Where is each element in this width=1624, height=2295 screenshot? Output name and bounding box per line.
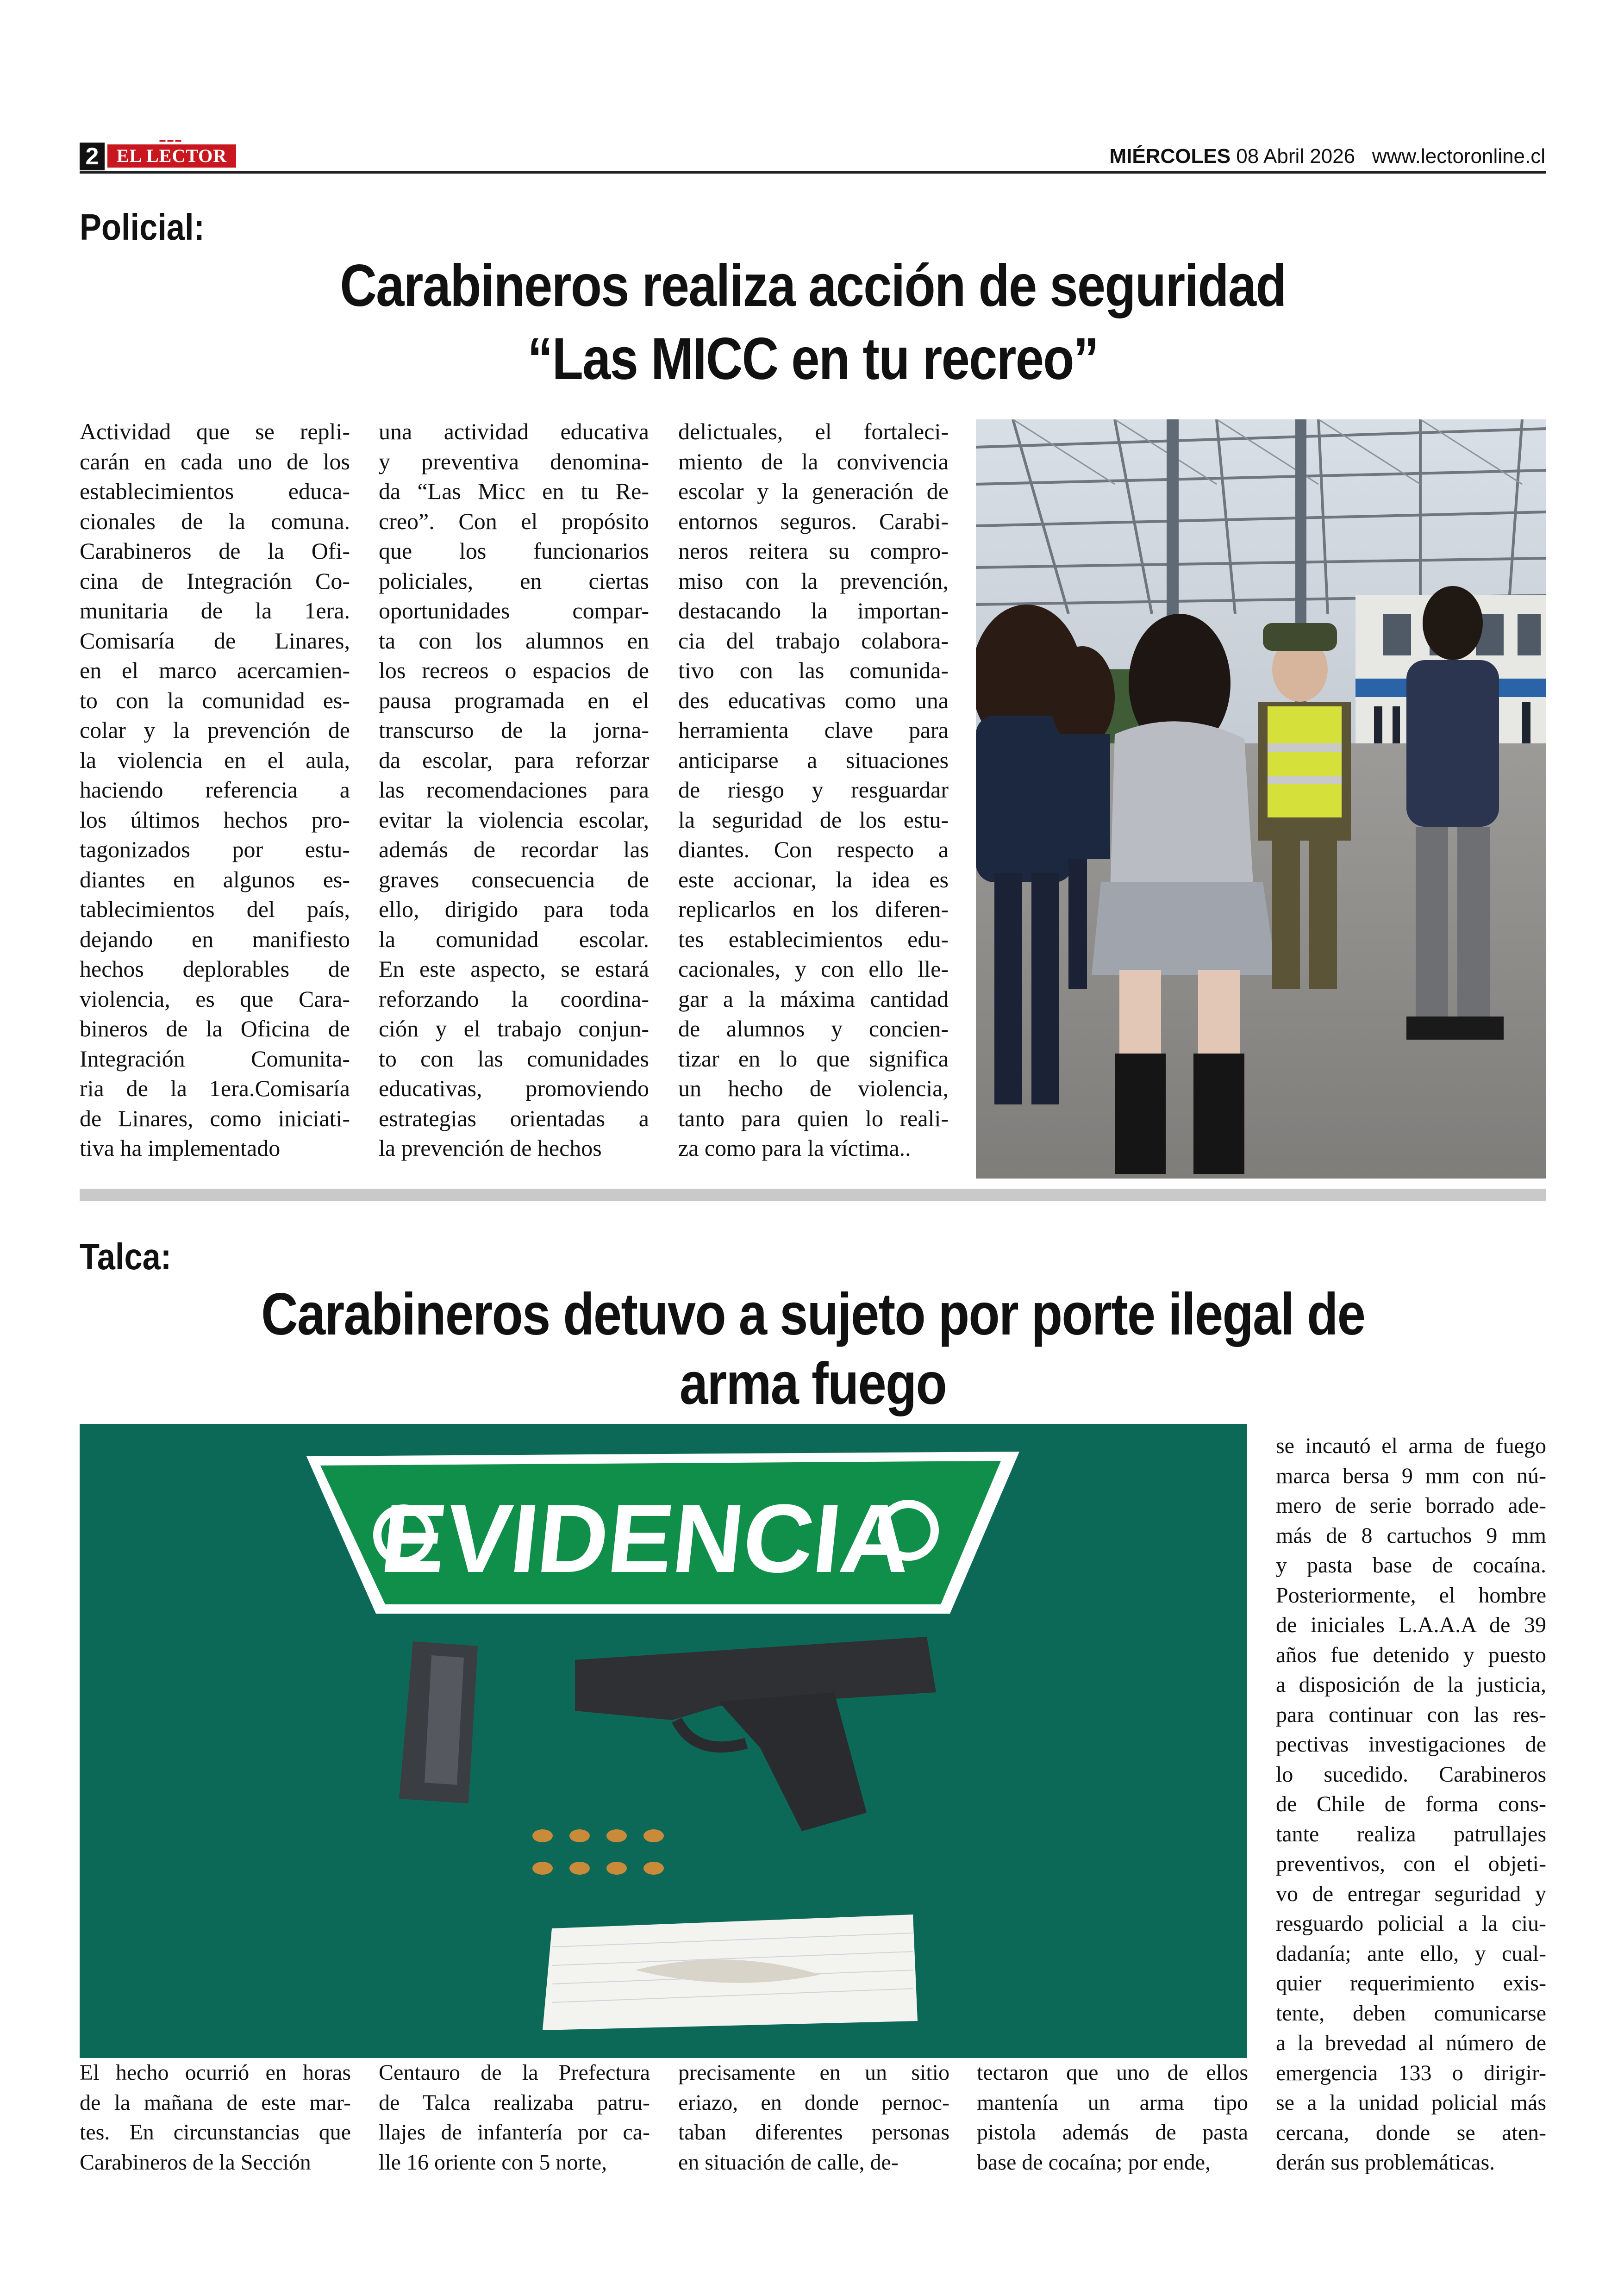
text-line: escolar y la generación de — [678, 478, 949, 504]
article2-title-line1: Carabineros detuvo a sujeto por porte ilegal de — [261, 1281, 1365, 1347]
text-line: llajes de infantería por ca- — [379, 2120, 650, 2145]
text-line: to con la comunidad es- — [80, 687, 350, 713]
article2-kicker: Talca: — [80, 1236, 172, 1277]
text-line: pectivas investigaciones de — [1276, 1732, 1546, 1757]
header-weekday: MIÉRCOLES — [1109, 145, 1231, 168]
text-line: haciendo referencia a — [80, 777, 350, 803]
text-line: replicarlos en los diferen- — [678, 896, 949, 922]
text-line: tizar en lo que significa — [678, 1045, 949, 1072]
text-line: a la brevedad al número de — [1276, 2031, 1546, 2055]
text-line: base de cocaína; por ende, — [977, 2150, 1211, 2175]
text-line: tagonizados por estu- — [80, 836, 350, 862]
text-line: to con las comunidades — [379, 1045, 649, 1072]
text-line: violencia, es que Cara- — [80, 985, 350, 1012]
text-line: hechos deplorables de — [80, 956, 350, 982]
text-line: establecimientos educa- — [80, 478, 350, 504]
text-line: años fue detenido y puesto — [1276, 1642, 1546, 1667]
text-line: ello, dirigido para toda — [379, 896, 649, 922]
text-line: ta con los alumnos en — [379, 627, 649, 654]
text-line: diantes. Con respecto a — [678, 836, 949, 862]
text-line: lo sucedido. Carabineros — [1276, 1762, 1546, 1787]
text-line: cacionales, y con ello lle- — [678, 956, 949, 982]
text-line: y preventiva denomina- — [379, 448, 649, 474]
text-line: colar y la prevención de — [80, 717, 350, 743]
article2-column-1 — [80, 2058, 351, 2177]
text-line: neros reitera su compro- — [678, 538, 949, 564]
text-line: evitar la violencia escolar, — [379, 806, 649, 833]
text-line: de riesgo y resguardar — [678, 777, 949, 803]
article1-photo — [976, 419, 1546, 1179]
text-line: taban diferentes personas — [678, 2120, 949, 2145]
text-line: Carabineros de la Sección — [80, 2150, 311, 2175]
text-line: mantenía un arma tipo — [977, 2090, 1248, 2115]
text-line: tivo con las comunida- — [678, 657, 949, 683]
text-line: marca bersa 9 mm con nú- — [1276, 1463, 1546, 1488]
text-line: reforzando la coordina- — [379, 985, 649, 1012]
text-line: ción y el trabajo conjun- — [379, 1016, 649, 1041]
text-line: creo”. Con el propósito — [379, 508, 649, 534]
text-line: preventivos, con el objeti- — [1276, 1852, 1546, 1876]
text-line: de alumnos y concien- — [678, 1016, 949, 1041]
article1-title-line2: “Las MICC en tu recreo” — [527, 326, 1099, 392]
text-line: bineros de la Oficina de — [80, 1016, 350, 1041]
text-line: Centauro de la Prefectura — [379, 2060, 650, 2085]
text-line: Carabineros de la Ofi- — [80, 538, 350, 564]
text-line: se incautó el arma de fuego — [1276, 1434, 1546, 1458]
text-line: los recreos o espacios de — [379, 657, 649, 683]
text-line: emergencia 133 o dirigir- — [1276, 2060, 1546, 2085]
text-line: tablecimientos del país, — [80, 896, 350, 922]
text-line: tante realiza patrullajes — [1276, 1821, 1546, 1846]
text-line: mero de serie borrado ade- — [1276, 1493, 1546, 1518]
article2-column-2 — [379, 2058, 650, 2177]
text-line: cina de Integración Co- — [80, 568, 350, 594]
article1-column-1 — [80, 417, 350, 1163]
text-line: eriazo, en donde pernoc- — [678, 2090, 949, 2115]
text-line: la violencia en el aula, — [80, 747, 350, 773]
text-line: graves consecuencia de — [379, 866, 649, 892]
text-line: transcurso de la jorna- — [379, 717, 649, 743]
text-line: El hecho ocurrió en horas — [80, 2060, 351, 2085]
page-number: 2 — [80, 143, 105, 170]
evidencia-sign-text: EVIDENCIA — [375, 1484, 917, 1593]
text-line: tente, deben comunicarse — [1276, 2001, 1546, 2026]
text-line: vo de entregar seguridad y — [1276, 1881, 1546, 1906]
text-line: resguardo policial a la ciu- — [1276, 1911, 1546, 1936]
text-line: dadanía; ante ello, y cual- — [1276, 1941, 1546, 1966]
text-line: de Chile de forma cons- — [1276, 1792, 1546, 1816]
text-line: des educativas como una — [678, 687, 949, 713]
text-line: las recomendaciones para — [379, 777, 649, 803]
text-line: educativas, promoviendo — [379, 1075, 649, 1101]
text-line: destacando la importan- — [678, 598, 949, 624]
text-line: anticiparse a situaciones — [678, 747, 949, 773]
text-line: para continuar con las res- — [1276, 1702, 1546, 1727]
text-line: de Talca realizaba patru- — [379, 2090, 650, 2115]
text-line: dejando en manifiesto — [80, 926, 350, 952]
text-line: Actividad que se repli- — [80, 418, 350, 444]
text-line: de iniciales L.A.A.A de 39 — [1276, 1613, 1546, 1637]
article1-kicker: Policial: — [80, 206, 205, 248]
text-line: cercana, donde se aten- — [1276, 2120, 1546, 2145]
text-line: en situación de calle, de- — [678, 2150, 899, 2175]
text-line: za como para la víctima.. — [678, 1135, 911, 1161]
text-line: herramienta clave para — [678, 717, 949, 743]
text-line: tes. En circunstancias que — [80, 2120, 351, 2145]
text-line: quier requerimiento exis- — [1276, 1971, 1546, 1996]
text-line: pistola además de pasta — [977, 2120, 1248, 2145]
text-line: se a la unidad policial más — [1276, 2090, 1546, 2115]
text-line: tectaron que uno de ellos — [977, 2060, 1248, 2085]
text-line: más de 8 cartuchos 9 mm — [1276, 1523, 1546, 1548]
text-line: tes establecimientos edu- — [678, 926, 949, 952]
text-line: miso con la prevención, — [678, 568, 949, 594]
text-line: gar a la máxima cantidad — [678, 985, 949, 1012]
text-line: los últimos hechos pro- — [80, 806, 350, 833]
text-line: Comisaría de Linares, — [80, 627, 350, 654]
text-line: tiva ha implementado — [80, 1135, 281, 1161]
text-line: la prevención de hechos — [379, 1135, 602, 1161]
article2-title-line2: arma fuego — [679, 1351, 947, 1417]
text-line: a disposición de la justicia, — [1276, 1672, 1546, 1697]
text-line: estrategias orientadas a — [379, 1105, 649, 1131]
article1-title-line1: Carabineros realiza acción de seguridad — [340, 253, 1286, 319]
text-line: munitaria de la 1era. — [80, 598, 350, 624]
text-line: ria de la 1era.Comisaría — [80, 1075, 350, 1101]
brand-tagline-mark: ▬▬▬ — [159, 136, 183, 143]
text-line: En este aspecto, se estará — [379, 956, 649, 982]
text-line: derán sus problemáticas. — [1276, 2150, 1495, 2175]
text-line: delictuales, el fortaleci- — [678, 418, 949, 444]
text-line: lle 16 oriente con 5 norte, — [379, 2150, 607, 2175]
evidencia-sign — [306, 1452, 1019, 1614]
text-line: precisamente en un sitio — [678, 2060, 949, 2085]
text-line: de la mañana de este mar- — [80, 2090, 351, 2115]
text-line: además de recordar las — [379, 836, 649, 862]
text-line: pausa programada en el — [379, 687, 649, 713]
header-website[interactable]: www.lectoronline.cl — [1372, 145, 1545, 168]
text-line: Posteriormente, el hombre — [1276, 1583, 1546, 1608]
section-divider — [80, 1189, 1546, 1201]
header-rule — [80, 171, 1546, 174]
text-line: entornos seguros. Carabi- — [678, 508, 949, 534]
text-line: una actividad educativa — [379, 418, 649, 444]
article2-column-5 — [1276, 1431, 1546, 2178]
text-line: policiales, en ciertas — [379, 568, 649, 594]
article1-column-3 — [678, 417, 949, 1163]
text-line: da “Las Micc en tu Re- — [379, 478, 649, 504]
text-line: miento de la convivencia — [678, 448, 949, 474]
text-line: tanto para quien lo reali- — [678, 1105, 949, 1131]
text-line: carán en cada uno de los — [80, 448, 350, 474]
text-line: la seguridad de los estu- — [678, 806, 949, 833]
article2-evidence-photo — [80, 1424, 1247, 2058]
article2-column-4 — [977, 2058, 1248, 2177]
text-line: cia del trabajo colabora- — [678, 627, 949, 654]
text-line: la comunidad escolar. — [379, 926, 649, 952]
text-line: de Linares, como iniciati- — [80, 1105, 350, 1131]
header-date: 08 Abril 2026 — [1236, 145, 1355, 168]
article2-column-3 — [678, 2058, 949, 2177]
text-line: en el marco acercamien- — [80, 657, 350, 683]
publication-logo: EL LECTOR — [107, 144, 236, 168]
header-dateline — [1109, 143, 1545, 170]
text-line: Integración Comunita- — [80, 1045, 350, 1072]
text-line: este accionar, la idea es — [678, 866, 949, 892]
text-line: un hecho de violencia, — [678, 1075, 949, 1101]
text-line: diantes en algunos es- — [80, 866, 350, 892]
text-line: y pasta base de cocaína. — [1276, 1553, 1546, 1578]
text-line: cionales de la comuna. — [80, 508, 350, 534]
text-line: que los funcionarios — [379, 538, 649, 564]
article1-column-2 — [379, 417, 649, 1163]
text-line: oportunidades compar- — [379, 598, 649, 624]
text-line: da escolar, para reforzar — [379, 747, 649, 773]
